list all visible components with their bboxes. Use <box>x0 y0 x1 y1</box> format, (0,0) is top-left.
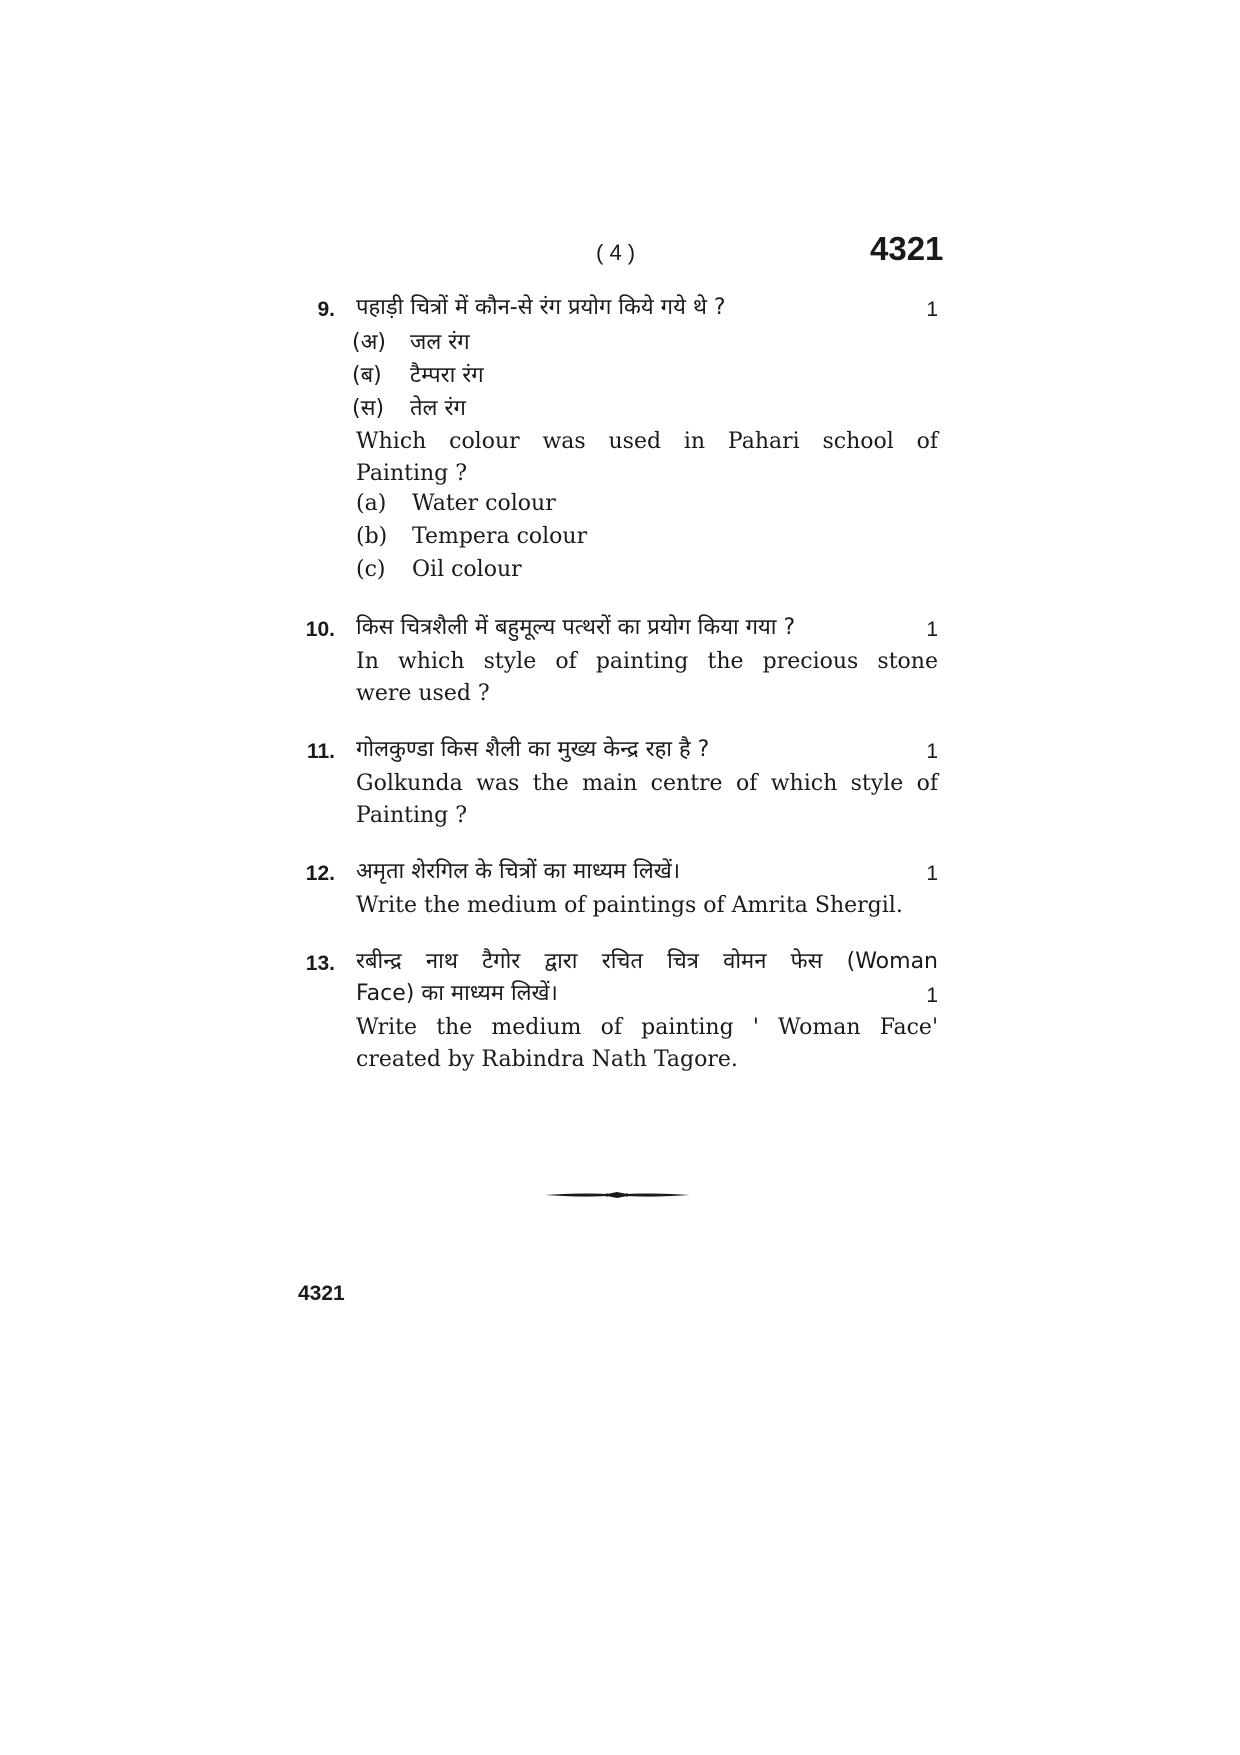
question-text-hindi: किस चित्रशैली में बहुमूल्य पत्थरों का प्रयोग किया गया ? <box>356 615 796 640</box>
marks: 1 <box>926 740 938 763</box>
question-number: 12. <box>305 862 335 885</box>
marks: 1 <box>926 298 938 321</box>
option-label: (a) <box>356 491 387 516</box>
option-label: (c) <box>356 557 386 582</box>
option-text: तेल रंग <box>410 396 466 421</box>
question-text-hindi: Face) का माध्यम लिखें। <box>356 981 558 1006</box>
question-text-hindi: रबीन्द्र नाथ टैगोर द्वारा रचित चित्र वोमन फेस (Woman <box>356 949 938 974</box>
question-text-english: In which style of painting the precious stone <box>356 649 938 674</box>
option-text: Oil colour <box>412 557 522 582</box>
option-label: (अ) <box>352 330 386 355</box>
option-label: (ब) <box>352 363 382 388</box>
end-ornament <box>545 1188 690 1202</box>
question-number: 10. <box>305 618 335 641</box>
question-text-english: Write the medium of paintings of Amrita Shergil. <box>356 893 903 918</box>
question-text-hindi: गोलकुण्डा किस शैली का मुख्य केन्द्र रहा है ? <box>356 737 710 762</box>
question-text-hindi: अमृता शेरगिल के चित्रों का माध्यम लिखें। <box>356 859 681 884</box>
option-text: Water colour <box>412 491 556 516</box>
option-text: टैम्परा रंग <box>410 363 484 388</box>
question-text-english: created by Rabindra Nath Tagore. <box>356 1047 738 1072</box>
option-text: Tempera colour <box>412 524 588 549</box>
question-text-english: Which colour was used in Pahari school of <box>356 429 938 454</box>
question-number: 13. <box>305 952 335 975</box>
question-text-english: Write the medium of painting ' Woman Face' <box>356 1015 938 1040</box>
marks: 1 <box>926 984 938 1007</box>
question-text-english: Painting ? <box>356 803 468 828</box>
page-number: ( 4 ) <box>596 240 636 265</box>
question-number: 11. <box>306 740 335 763</box>
question-text-english: were used ? <box>356 681 490 706</box>
option-label: (स) <box>352 396 385 421</box>
question-text-english: Golkunda was the main centre of which style of <box>356 771 938 796</box>
paper-code-header: 4321 <box>870 230 944 267</box>
marks: 1 <box>926 618 938 641</box>
marks: 1 <box>926 862 938 885</box>
question-text-hindi: पहाड़ी चित्रों में कौन-से रंग प्रयोग किये गये थे ? <box>356 295 726 320</box>
paper-code-footer: 4321 <box>298 1282 345 1305</box>
option-text: जल रंग <box>410 330 470 355</box>
question-number: 9. <box>317 298 335 321</box>
question-text-english: Painting ? <box>356 461 468 486</box>
option-label: (b) <box>356 524 388 549</box>
